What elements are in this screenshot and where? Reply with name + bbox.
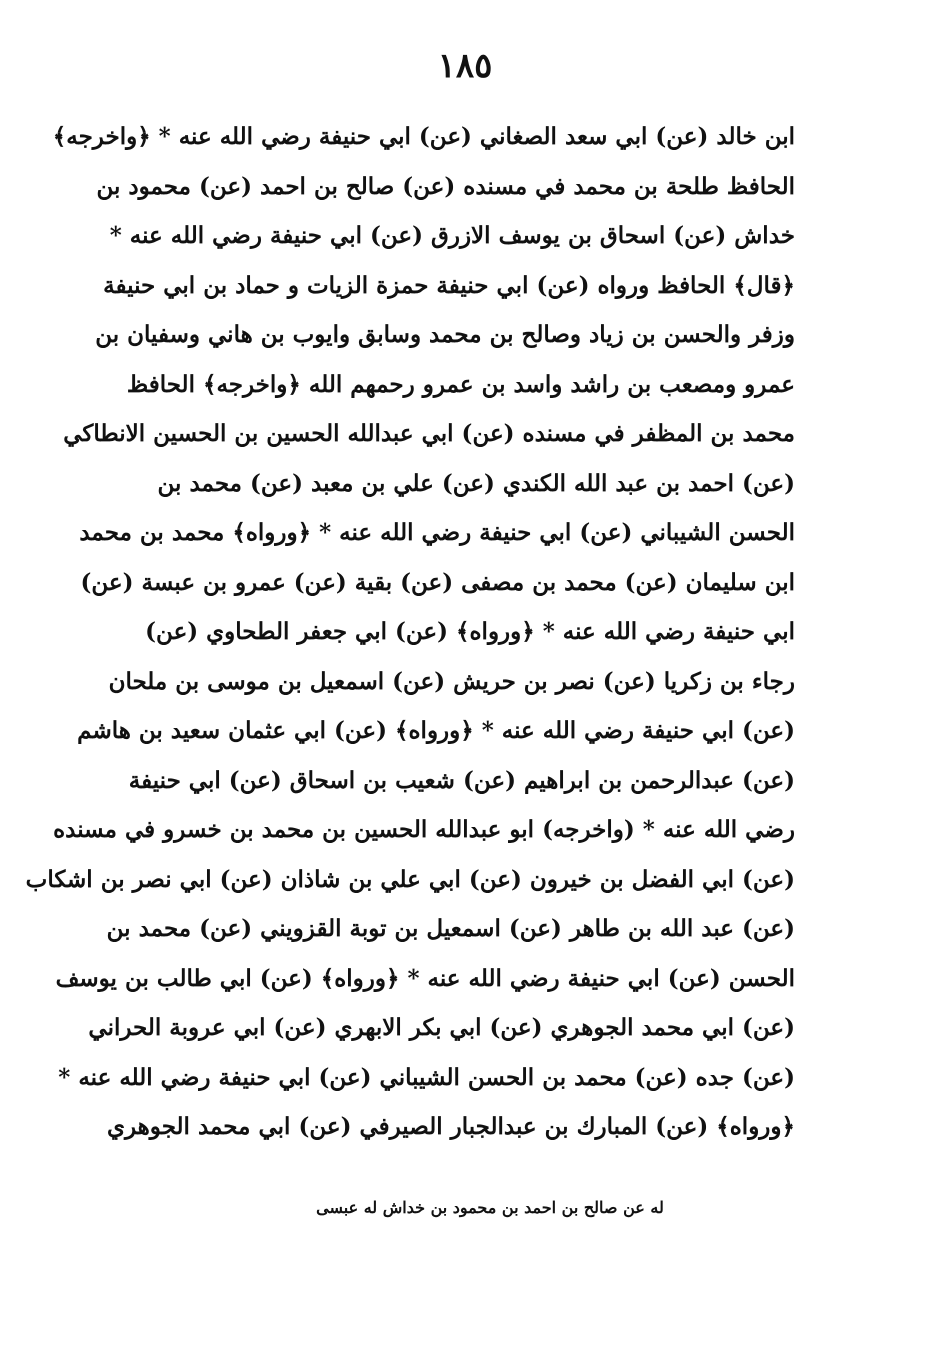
text-line: عمرو ومصعب بن راشد واسد بن عمرو رحمهم الله ﴿واخرجه﴾ الحافظ [126, 370, 795, 398]
text-line: محمد بن المظفر في مسنده (عن) ابي عبدالله الحسين بن الحسين الانطاكي [63, 420, 795, 447]
text-line: ابن سليمان (عن) محمد بن مصفى (عن) بقية (عن) عمرو بن عبسة (عن) [80, 568, 795, 596]
text-line: (عن) ابي الفضل بن خيرون (عن) ابي علي بن شاذان (عن) ابي نصر بن اشكاب [25, 865, 795, 893]
text-line: ابي حنيفة رضي الله عنه * ﴿ورواه﴾ (عن) ابي جعفر الطحاوي (عن) [145, 618, 795, 645]
text-line: ابن خالد (عن) ابي سعد الصغاني (عن) ابي حنيفة رضي الله عنه * ﴿واخرجه﴾ [52, 123, 795, 150]
page-number: ١٨٥ [437, 46, 493, 86]
text-line: (عن) احمد بن عبد الله الكندي (عن) علي بن معبد (عن) محمد بن [157, 469, 795, 497]
text-line: الحسن الشيباني (عن) ابي حنيفة رضي الله عنه * ﴿ورواه﴾ محمد بن محمد [79, 519, 795, 546]
text-line: رضي الله عنه * (واخرجه) ابو عبدالله الحسين بن محمد بن خسرو في مسنده [53, 816, 795, 843]
text-line: خداش (عن) اسحاق بن يوسف الازرق (عن) ابي حنيفة رضي الله عنه * [109, 222, 795, 249]
text-line: ﴿ورواه﴾ (عن) المبارك بن عبدالجبار الصيرفي (عن) ابي محمد الجوهري [106, 1113, 795, 1140]
text-line: (عن) عبدالرحمن بن ابراهيم (عن) شعيب بن اسحاق (عن) ابي حنيفة [128, 766, 795, 794]
text-line: (عن) ابي حنيفة رضي الله عنه * ﴿ورواه﴾ (عن) ابي عثمان سعيد بن هاشم [77, 717, 795, 744]
footnote: له عن صالح بن احمد بن محمود بن خداش له عبسى [316, 1198, 664, 1217]
text-line: الحافظ طلحة بن محمد في مسنده (عن) صالح بن احمد (عن) محمود بن [96, 172, 795, 200]
text-line: (عن) ابي محمد الجوهري (عن) ابي بكر الابهري (عن) ابي عروبة الحراني [88, 1014, 795, 1041]
text-line: (عن) عبد الله بن طاهر (عن) اسمعيل بن توبة القزويني (عن) محمد بن [106, 915, 795, 942]
text-line: وزفر والحسن بن زياد وصالح بن محمد وسابق وايوب بن هاني وسفيان بن [95, 321, 795, 348]
text-line: رجاء بن زكريا (عن) نصر بن حريش (عن) اسمعيل بن موسى بن ملحان [108, 667, 795, 695]
body-text [25, 112, 795, 1152]
text-line: الحسن (عن) ابي حنيفة رضي الله عنه * ﴿ورواه﴾ (عن) ابي طالب بن يوسف [55, 964, 795, 992]
text-line: ﴿قال﴾ الحافظ ورواه (عن) ابي حنيفة حمزة الزيات و حماد بن ابي حنيفة [103, 271, 795, 299]
text-line: (عن) جده (عن) محمد بن الحسن الشيباني (عن) ابي حنيفة رضي الله عنه * [58, 1063, 795, 1091]
